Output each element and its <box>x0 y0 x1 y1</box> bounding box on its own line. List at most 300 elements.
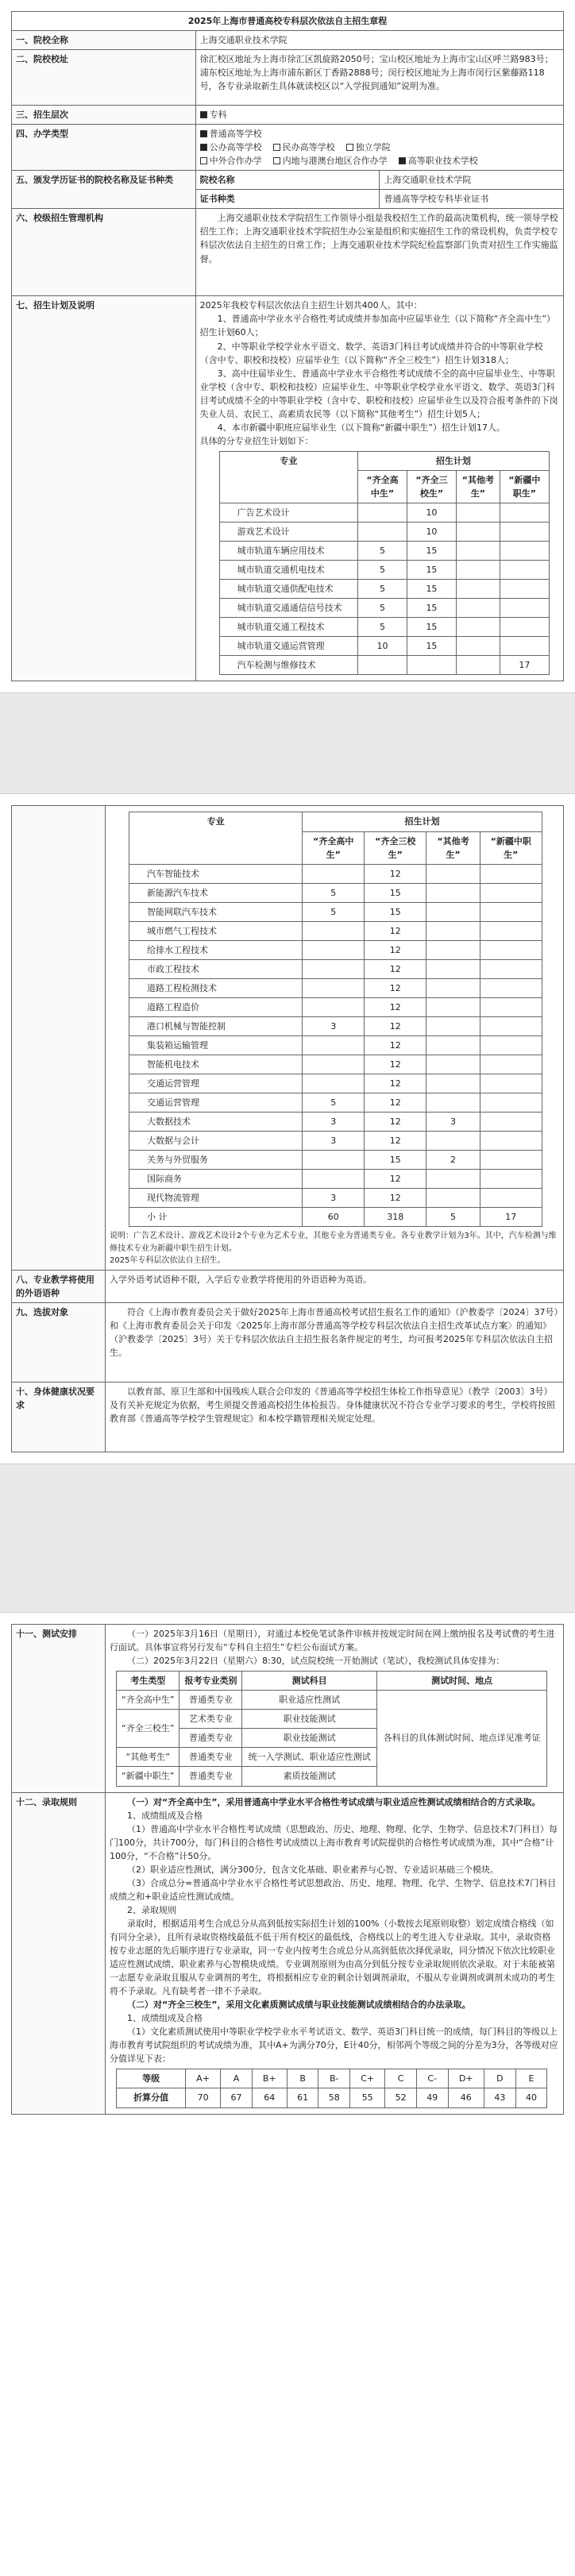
exam-cell: 普通类专业 <box>179 1767 242 1786</box>
exam-cell: “齐全三校生” <box>117 1710 179 1748</box>
address-label: 二、院校校址 <box>12 50 196 106</box>
plan-row <box>129 940 542 959</box>
plan-count-cell: 10 <box>407 503 456 523</box>
plan-major-cell: 交通运营管理 <box>129 1074 303 1093</box>
plan-major-cell: 广告艺术设计 <box>219 503 357 523</box>
plan-count-cell <box>303 940 365 959</box>
plan-count-cell: 12 <box>365 921 426 940</box>
plan-count-cell <box>426 1055 480 1074</box>
exam-cell: 职业适应性测试 <box>242 1691 376 1710</box>
certificate-type-value: 普通高等学校专科毕业证书 <box>380 190 564 209</box>
address-value: 徐汇校区地址为上海市徐汇区凯旋路2050号；宝山校区地址为上海市宝山区呼兰路983号；浦东校区地址为上海市浦东新区丁香路2888号；闵行校区地址为上海市闵行区紫藤路118号，各专业录取新生具体就读校区以“入学报到通知”说明为准。 <box>195 50 563 106</box>
plan-major-cell: 现代物流管理 <box>129 1189 303 1208</box>
plan-head-c2: “齐全三校生” <box>407 470 456 503</box>
plan-count-cell <box>358 523 407 542</box>
targets-value <box>106 1303 564 1382</box>
grade-table <box>116 2069 547 2107</box>
admission-item: 1、成绩组成及合格 <box>127 2013 203 2024</box>
plan-count-cell <box>500 599 549 618</box>
checkbox-checked-icon <box>200 144 207 151</box>
plan-count-cell: 12 <box>365 1036 426 1055</box>
plan-count-cell <box>426 1132 480 1151</box>
grade-level-cell: B <box>287 2069 318 2088</box>
plan-count-cell: 15 <box>365 1151 426 1170</box>
plan-count-cell <box>426 1074 480 1093</box>
school-type-options <box>195 125 563 171</box>
option-label: 独立学院 <box>355 142 391 153</box>
plan-count-cell <box>480 1189 542 1208</box>
plan-count-cell: 12 <box>365 1055 426 1074</box>
plan-count-cell: 12 <box>365 864 426 883</box>
tests-p1: （一）2025年3月16日（星期日），对通过本校免笔试条件审核并按规定时间在网上缴纳报名及考试费的考生进行面试。具体事宣将另行发布“专科自主招生”专栏公布面试方案。 <box>110 1629 555 1653</box>
plan-count-cell <box>426 1189 480 1208</box>
plan-count-cell: 3 <box>426 1113 480 1132</box>
plan-row <box>129 1093 542 1113</box>
page-gap-2 <box>0 1463 575 1613</box>
option-label: 中外合作办学 <box>209 156 262 167</box>
plan-count-cell: 5 <box>358 599 407 618</box>
plan-intro: 2025年我校专科层次依法自主招生计划共400人。其中： <box>199 300 423 311</box>
plan-row <box>129 1170 542 1189</box>
plan-count-cell <box>480 921 542 940</box>
plan-major-cell: 交通运营管理 <box>129 1093 303 1113</box>
plan-count-cell: 2 <box>426 1151 480 1170</box>
plan-count-cell <box>426 921 480 940</box>
certificate-label: 五、颁发学历证书的院校名称及证书种类 <box>12 171 196 209</box>
plan-row <box>129 1132 542 1151</box>
targets-label: 九、选拔对象 <box>12 1303 106 1382</box>
exam-head-major: 报考专业类别 <box>179 1672 242 1691</box>
plan-major-cell: 城市轨道车辆应用技术 <box>219 542 357 561</box>
plan-count-cell: 60 <box>303 1208 365 1227</box>
plan-major-cell: 城市轨道交通工程技术 <box>219 618 357 637</box>
plan-count-cell <box>303 1151 365 1170</box>
plan-label: 七、招生计划及说明 <box>12 296 196 681</box>
option-sino-foreign <box>200 154 262 168</box>
plan-item-3: 3、高中往届毕业生、普通高中学业水平合格性考试成绩不全的高中应届毕业生、中等职业学校（含中专、职校和技校）应届毕业生、中等职业学校学业水平语文、数学、英语3门科目考试成绩不全的中等职业学校（含中专、职校和技校）应届毕业生以及符合报考条件的下岗失业人员、农民工、高素质农民等（以下简称“其他考生”）招生计划5人； <box>199 368 558 419</box>
plan-major-cell: 大数据与会计 <box>129 1132 303 1151</box>
organization-label: 六、校级招生管理机构 <box>12 209 196 296</box>
document-title: 2025年上海市普通高校专科层次依法自主招生章程 <box>12 12 564 31</box>
plan-count-cell <box>303 978 365 997</box>
plan-count-cell <box>480 1074 542 1093</box>
plan-rows-page-1 <box>219 503 549 675</box>
plan-count-cell <box>303 1074 365 1093</box>
plan-major-cell: 汽车检测与维修技术 <box>219 656 357 675</box>
checkbox-checked-icon <box>200 111 207 118</box>
tests-p2: （二）2025年3月22日（星期六）8:30，试点院校统一开始测试（笔试），我校测试具体安排为： <box>127 1656 505 1667</box>
school-type-label: 四、办学类型 <box>12 125 196 171</box>
admission-heading-2: （二）对“齐全三校生”，采用文化素质测试成绩与职业技能测试成绩相结合的办法录取。 <box>127 1999 471 2011</box>
plan-count-cell <box>456 656 500 675</box>
option-label: 普通高等学校 <box>209 129 262 140</box>
plan-note: 说明：广告艺术设计、游戏艺术设计2个专业为艺术专业，其他专业为普通类专业。各专业教学计划为3年。其中，汽车检测与维修技术专业为新疆中职生招生计划。 <box>110 1232 557 1253</box>
plan-major-cell: 新能源汽车技术 <box>129 883 303 902</box>
admission-item: 1、成绩组成及合格 <box>127 1810 203 1821</box>
plan-count-cell <box>480 1036 542 1055</box>
plan-count-cell: 12 <box>365 978 426 997</box>
plan-major-cell: 市政工程技术 <box>129 959 303 978</box>
plan-row <box>219 637 549 656</box>
grade-level-cell: C <box>385 2069 417 2088</box>
exam-head-time: 测试时间、地点 <box>376 1672 547 1691</box>
plan-count-cell: 5 <box>358 542 407 561</box>
page-gap-1 <box>0 692 575 794</box>
plan-count-cell: 15 <box>407 618 456 637</box>
plan-count-cell <box>480 978 542 997</box>
exam-table <box>116 1671 547 1786</box>
plan-major-cell: 城市燃气工程技术 <box>129 921 303 940</box>
plan-count-cell <box>456 637 500 656</box>
plan-count-cell <box>500 580 549 599</box>
plan-head-major-2: 专业 <box>129 812 303 864</box>
plan-count-cell <box>303 1055 365 1074</box>
plan-major-cell: 集装箱运输管理 <box>129 1036 303 1055</box>
plan-count-cell <box>426 940 480 959</box>
plan-count-cell: 3 <box>303 1189 365 1208</box>
plan-major-cell: 给排水工程技术 <box>129 940 303 959</box>
plan-count-cell <box>480 1170 542 1189</box>
grade-level-cell: A <box>221 2069 253 2088</box>
tests-content <box>106 1625 564 1792</box>
plan-count-cell: 17 <box>500 656 549 675</box>
checkbox-empty-icon <box>346 144 353 151</box>
plan-count-cell: 15 <box>365 902 426 921</box>
plan-count-cell: 12 <box>365 1016 426 1035</box>
plan-count-cell <box>480 1093 542 1113</box>
plan-head-c1: “齐全高中生” <box>358 470 407 503</box>
grade-score-cell: 70 <box>186 2088 221 2107</box>
grade-score-cell: 49 <box>416 2088 448 2107</box>
plan-count-cell: 3 <box>303 1132 365 1151</box>
plan-row <box>129 1016 542 1035</box>
plan-content-cont <box>106 806 564 1271</box>
health-text: 以教育部、原卫生部和中国残疾人联合会印发的《普通高等学校招生体检工作指导意见》（教学〔2003〕3号）及有关补充规定为依据，考生须提交普通高校招生体检报告。身体健康状况不符合专业学习要求的考生，学校将按照教育部《普通高等学校学生管理规定》和本校学籍管理相关规定处理。 <box>110 1386 555 1425</box>
plan-row <box>129 1074 542 1093</box>
plan-head-c3: “其他考生” <box>456 470 500 503</box>
plan-count-cell <box>480 959 542 978</box>
plan-head-c4: “新疆中职生” <box>500 470 549 503</box>
plan-row <box>129 959 542 978</box>
plan-count-cell: 318 <box>365 1208 426 1227</box>
plan-row <box>129 902 542 921</box>
admission-heading-1: （一）对“齐全高中生”，采用普通高中学业水平合格性考试成绩与职业适应性测试成绩相结合的方式录取。 <box>127 1796 541 1807</box>
plan-count-cell <box>303 959 365 978</box>
plan-head-c2-2: “齐全三校生” <box>365 831 426 864</box>
plan-count-cell <box>480 940 542 959</box>
plan-count-cell <box>426 997 480 1016</box>
exam-cell: 普通类专业 <box>179 1691 242 1710</box>
plan-count-cell <box>456 503 500 523</box>
plan-major-cell: 国际商务 <box>129 1170 303 1189</box>
plan-count-cell <box>500 561 549 580</box>
exam-cell: “新疆中职生” <box>117 1767 179 1786</box>
plan-count-cell <box>303 921 365 940</box>
grade-score-cell: 46 <box>448 2088 484 2107</box>
exam-head-subject: 测试科目 <box>242 1672 376 1691</box>
plan-count-cell: 15 <box>407 599 456 618</box>
plan-count-cell: 5 <box>358 580 407 599</box>
page-1 <box>0 0 575 692</box>
plan-count-cell: 3 <box>303 1113 365 1132</box>
school-name-value: 上海交通职业技术学院 <box>195 31 563 50</box>
plan-extra: 2025年专科层次依法自主招生。 <box>110 1256 226 1266</box>
grade-score-cell: 58 <box>318 2088 350 2107</box>
plan-count-cell <box>456 618 500 637</box>
plan-label-cont <box>12 806 106 1271</box>
plan-count-cell <box>500 637 549 656</box>
plan-count-cell <box>456 542 500 561</box>
grade-level-cell: D+ <box>448 2069 484 2088</box>
plan-count-cell <box>303 864 365 883</box>
plan-count-cell <box>500 542 549 561</box>
plan-count-cell: 12 <box>365 1132 426 1151</box>
plan-count-cell: 12 <box>365 1074 426 1093</box>
admission-item: 2、录取规则 <box>127 1904 176 1915</box>
option-public <box>200 141 262 154</box>
plan-count-cell <box>407 656 456 675</box>
plan-major-cell: 汽车智能技术 <box>129 864 303 883</box>
exam-cell: “齐全高中生” <box>117 1691 179 1710</box>
grade-level-cell: B- <box>318 2069 350 2088</box>
option-label: 高等职业技术学校 <box>407 156 478 167</box>
admission-item: 录取时，根据适用考生合成总分从高到低按实际招生计划的100%（小数按去尾原则取整）划定成绩合格线（如有同分全录），且所有录取资格线最低不低于所有校区的最低线，合格线以上的考生进入专业录取。其中，录取资格按专业志愿的先后顺序进行专业录取，同一专业内按考生合成总分从高到低依次择优录取，同分情况下依次比较职业适应性测试成绩、职业素养与心智模块成绩。专业调剂原则为由高分到低分按专业录取规则依次录取。对于未能被第一志愿专业录取且服从专业调剂的考生，将根据相应专业的剩余计划调剂录取，不服从专业调剂或调剂未成功的考生将不予录取。凡有缺考者一律不予录取。 <box>110 1918 555 1997</box>
plan-row <box>219 618 549 637</box>
plan-count-cell: 5 <box>358 618 407 637</box>
plan-head-c1-2: “齐全高中生” <box>303 831 365 864</box>
grade-level-cell: E <box>515 2069 547 2088</box>
grade-score-cell: 61 <box>287 2088 318 2107</box>
plan-count-cell <box>480 1151 542 1170</box>
plan-count-cell <box>426 978 480 997</box>
admission-content <box>106 1792 564 2114</box>
plan-count-cell <box>480 1132 542 1151</box>
plan-count-cell <box>303 997 365 1016</box>
admission-item: （1）文化素质测试使用中等职业学校学业水平考试语文、数学、英语3门科目统一的成绩，每门科目的等级以上海市教育考试院组织的考试成绩为准，其中A+为满分70分，E计40分，相邻两个等级之间的分差为3分，各等级对应分值详见下表： <box>110 2026 558 2065</box>
grade-score-cell: 64 <box>252 2088 287 2107</box>
plan-head-c3-2: “其他考生” <box>426 831 480 864</box>
plan-row <box>129 1151 542 1170</box>
option-private <box>273 141 335 154</box>
language-value: 入学外语考试语种不限，入学后专业教学将使用的外语语种为英语。 <box>106 1270 564 1302</box>
plan-head-plan-2: 招生计划 <box>303 812 542 831</box>
checkbox-empty-icon <box>273 144 280 151</box>
grade-score-cell: 40 <box>515 2088 547 2107</box>
plan-row <box>129 1113 542 1132</box>
plan-count-cell <box>303 1170 365 1189</box>
option-label: 公办高等学校 <box>209 142 262 153</box>
grade-level-cell: C- <box>416 2069 448 2088</box>
plan-count-cell: 12 <box>365 1093 426 1113</box>
charter-table-page-1 <box>11 11 564 681</box>
plan-count-cell: 3 <box>303 1016 365 1035</box>
plan-count-cell: 15 <box>407 580 456 599</box>
plan-major-cell: 智能网联汽车技术 <box>129 902 303 921</box>
plan-count-cell: 12 <box>365 997 426 1016</box>
tests-label: 十一、测试安排 <box>12 1625 106 1792</box>
grade-score-label: 折算分值 <box>117 2088 186 2107</box>
level-text: 专科 <box>209 110 227 121</box>
checkbox-empty-icon <box>273 157 280 164</box>
plan-count-cell <box>426 864 480 883</box>
plan-count-cell <box>358 656 407 675</box>
health-value <box>106 1382 564 1452</box>
plan-count-cell: 12 <box>365 1113 426 1132</box>
plan-row <box>219 523 549 542</box>
plan-major-cell: 道路工程造价 <box>129 997 303 1016</box>
grade-level-cell: C+ <box>350 2069 385 2088</box>
plan-row <box>129 864 542 883</box>
plan-count-cell: 10 <box>407 523 456 542</box>
plan-head-major: 专业 <box>219 451 357 503</box>
plan-row <box>129 1208 542 1227</box>
plan-major-cell: 城市轨道交通供配电技术 <box>219 580 357 599</box>
plan-count-cell: 17 <box>480 1208 542 1227</box>
plan-count-cell: 5 <box>303 902 365 921</box>
exam-cell: 艺术类专业 <box>179 1710 242 1729</box>
grade-score-cell: 52 <box>385 2088 417 2107</box>
plan-count-cell: 5 <box>426 1208 480 1227</box>
plan-major-cell: 道路工程检测技术 <box>129 978 303 997</box>
plan-count-cell: 15 <box>365 883 426 902</box>
targets-text: 符合《上海市教育委员会关于做好2025年上海市普通高校考试招生报名工作的通知》（沪教委学〔2024〕37号）和《上海市教育委员会关于印发〈2025年上海市部分普通高等学校专科层次依法自主招生改革试点方案〉的通知》（沪教委学〔2025〕3号）关于专科层次依法自主招生报名条件规定的考生，均可报考2025年专科层次依法自主招生。 <box>110 1307 558 1359</box>
plan-row <box>129 1036 542 1055</box>
admission-item: （2）职业适应性测试，满分300分，包含文化基础、职业素养与心智、专业适识基础三个模块。 <box>127 1864 499 1875</box>
plan-count-cell <box>480 902 542 921</box>
plan-count-cell <box>303 1036 365 1055</box>
grade-label: 等级 <box>117 2069 186 2088</box>
plan-major-cell: 游戏艺术设计 <box>219 523 357 542</box>
plan-major-cell: 城市轨道交通机电技术 <box>219 561 357 580</box>
checkbox-checked-icon <box>200 130 207 137</box>
plan-count-cell <box>500 523 549 542</box>
grade-levels-row <box>117 2069 547 2088</box>
plan-count-cell <box>480 1113 542 1132</box>
plan-count-cell <box>500 503 549 523</box>
school-name-label: 一、院校全称 <box>12 31 196 50</box>
plan-count-cell: 12 <box>365 1189 426 1208</box>
certificate-sub-school: 院校名称 <box>195 171 380 190</box>
plan-item-2: 2、中等职业学校学业水平语文、数学、英语3门科目考试成绩并符合的中等职业学校（含中专、职校和技校）应届毕业生（以下简称“齐全三校生”）招生计划318人； <box>199 341 543 365</box>
plan-row <box>129 1189 542 1208</box>
grade-level-cell: A+ <box>186 2069 221 2088</box>
plan-count-cell: 12 <box>365 1170 426 1189</box>
charter-table-page-3 <box>11 1624 564 2114</box>
plan-head-plan: 招生计划 <box>358 451 550 470</box>
plan-item-4: 4、本市新疆中职班应届毕业生（以下简称“新疆中职生”）招生计划17人。 <box>217 422 506 433</box>
plan-row <box>219 599 549 618</box>
level-label: 三、招生层次 <box>12 106 196 125</box>
plan-major-cell: 关务与外贸服务 <box>129 1151 303 1170</box>
grade-level-cell: B+ <box>252 2069 287 2088</box>
page-3 <box>0 1613 575 2125</box>
plan-major-cell: 智能机电技术 <box>129 1055 303 1074</box>
plan-count-cell <box>426 902 480 921</box>
plan-major-cell: 城市轨道交通运营管理 <box>219 637 357 656</box>
exam-time-cell: 各科目的具体测试时间、地点详见准考证 <box>376 1691 547 1786</box>
plan-count-cell <box>456 599 500 618</box>
certificate-sub-type: 证书种类 <box>195 190 380 209</box>
health-label: 十、身体健康状况要求 <box>12 1382 106 1452</box>
plan-rows-page-2 <box>129 864 542 1227</box>
plan-item-1: 1、普通高中学业水平合格性考试成绩并参加高中应届毕业生（以下简称“齐全高中生”）招生计划60人； <box>199 314 556 338</box>
grade-level-cell: D <box>484 2069 516 2088</box>
exam-cell: 素质技能测试 <box>242 1767 376 1786</box>
exam-head-type: 考生类型 <box>117 1672 179 1691</box>
plan-count-cell <box>480 1055 542 1074</box>
plan-item-5: 具体的分专业招生计划如下： <box>199 435 314 446</box>
organization-text: 上海交通职业技术学院招生工作领导小组是我校招生工作的最高决策机构，统一领导学校招生工作；上海交通职业技术学院招生办公室是组织和实施招生工作的常设机构，负责学校专科层次依法自主招生的日常工作；上海交通职业技术学院纪检监察部门负责对招生工作实施监督。 <box>199 213 558 264</box>
option-independent <box>346 141 391 154</box>
plan-row <box>129 883 542 902</box>
plan-count-cell <box>426 1093 480 1113</box>
exam-cell: 职业技能测试 <box>242 1710 376 1729</box>
page-2 <box>0 794 575 1463</box>
admission-item: （1）普通高中学业水平合格性考试成绩（思想政治、历史、地理、物理、化学、生物学、信息技术7门科目）每门100分，共计700分，每门科目的合格性考试成绩以上海市教育考试院提供的合格性考试成绩为准，其中“合格”计100分，“不合格”计50分。 <box>110 1823 558 1861</box>
plan-row <box>219 580 549 599</box>
grade-score-cell: 43 <box>484 2088 516 2107</box>
plan-head-c4-2: “新疆中职生” <box>480 831 542 864</box>
plan-count-cell <box>456 523 500 542</box>
plan-major-cell: 城市轨道交通通信信号技术 <box>219 599 357 618</box>
plan-count-cell <box>426 1016 480 1035</box>
plan-row <box>129 978 542 997</box>
plan-row <box>219 656 549 675</box>
organization-value <box>195 209 563 296</box>
grade-scores-row <box>117 2088 547 2107</box>
plan-major-cell: 港口机械与智能控制 <box>129 1016 303 1035</box>
admission-label: 十二、录取规则 <box>12 1792 106 2114</box>
exam-cell: 普通类专业 <box>179 1729 242 1748</box>
plan-table-page-1 <box>219 451 550 676</box>
plan-count-cell: 12 <box>365 959 426 978</box>
plan-row <box>219 542 549 561</box>
plan-count-cell: 12 <box>365 940 426 959</box>
charter-table-page-2 <box>11 805 564 1452</box>
plan-major-cell: 大数据技术 <box>129 1113 303 1132</box>
plan-major-cell: 小 计 <box>129 1208 303 1227</box>
grade-score-cell: 55 <box>350 2088 385 2107</box>
level-value <box>195 106 563 125</box>
plan-count-cell <box>456 580 500 599</box>
plan-row <box>129 997 542 1016</box>
grade-score-cell: 67 <box>221 2088 253 2107</box>
plan-count-cell <box>358 503 407 523</box>
plan-count-cell: 10 <box>358 637 407 656</box>
plan-count-cell: 5 <box>303 883 365 902</box>
plan-content <box>195 296 563 681</box>
exam-cell: “其他考生” <box>117 1748 179 1767</box>
option-hk-macao-tw <box>273 154 388 168</box>
plan-count-cell <box>426 959 480 978</box>
plan-count-cell <box>456 561 500 580</box>
checkbox-empty-icon <box>200 157 207 164</box>
certificate-school-value: 上海交通职业技术学院 <box>380 171 564 190</box>
plan-count-cell <box>480 1016 542 1035</box>
plan-count-cell: 15 <box>407 542 456 561</box>
option-general <box>200 127 262 141</box>
exam-cell: 职业技能测试 <box>242 1729 376 1748</box>
plan-row <box>219 561 549 580</box>
plan-count-cell <box>500 618 549 637</box>
plan-row <box>129 921 542 940</box>
plan-count-cell <box>426 883 480 902</box>
exam-cell: 统一入学测试、职业适应性测试 <box>242 1748 376 1767</box>
language-label: 八、专业教学将使用的外语语种 <box>12 1270 106 1302</box>
admission-item: （3）合成总分=普通高中学业水平合格性考试思想政治、历史、地理、物理、化学、生物学、信息技术7门科目成绩之和+职业适应性测试成绩。 <box>110 1877 557 1902</box>
exam-cell: 普通类专业 <box>179 1748 242 1767</box>
plan-count-cell <box>426 1036 480 1055</box>
